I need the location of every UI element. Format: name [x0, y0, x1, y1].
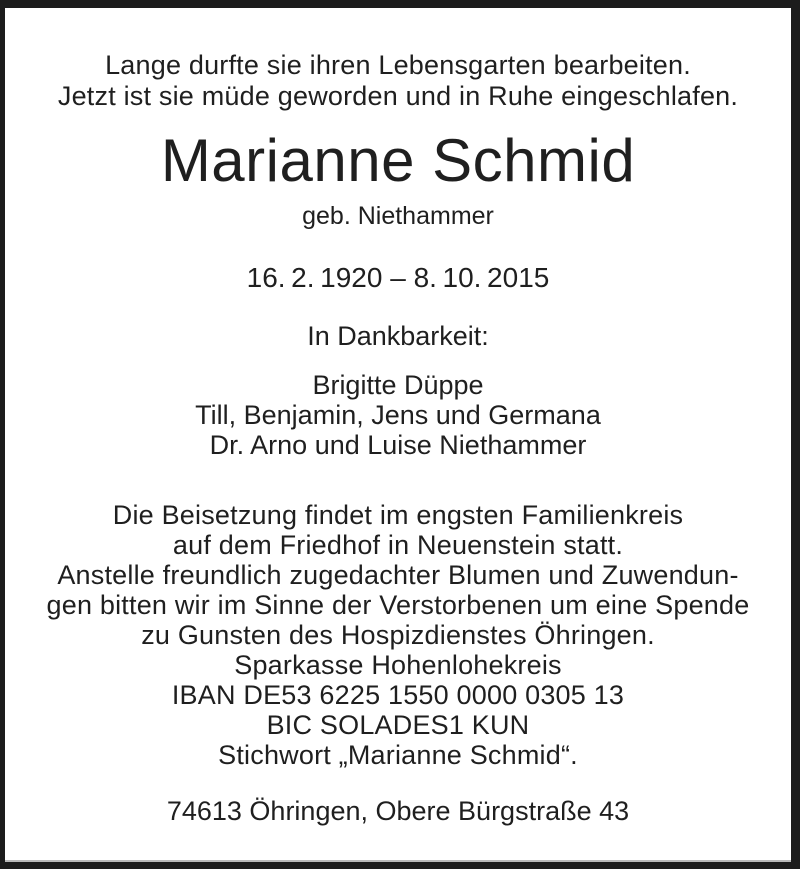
bic-line: BIC SOLADES1 KUN	[266, 710, 530, 740]
bank-name-line: Sparkasse Hohenlohekreis	[234, 650, 562, 680]
funeral-info-line: Anstelle freundlich zugedachter Blumen und Zuwendun-	[57, 560, 739, 590]
funeral-info-line: zu Gunsten des Hospizdienstes Öhringen.	[141, 620, 655, 650]
intro-verse	[5, 8, 791, 112]
mourner-name: Till, Benjamin, Jens und Germana	[195, 400, 601, 430]
intro-line: Lange durfte sie ihren Lebensgarten bearbeiten.	[105, 50, 691, 80]
gratitude-heading: In Dankbarkeit:	[307, 321, 489, 351]
mourner-name: Dr. Arno und Luise Niethammer	[209, 430, 587, 460]
maiden-name: geb. Niethammer	[302, 202, 494, 230]
mourner-name: Brigitte Düppe	[312, 370, 484, 400]
intro-line: Jetzt ist sie müde geworden und in Ruhe eingeschlafen.	[57, 81, 739, 111]
life-dates: 16. 2. 1920 – 8. 10. 2015	[246, 262, 550, 293]
funeral-info-line: auf dem Friedhof in Neuenstein statt.	[172, 530, 624, 560]
obituary-sheet	[5, 8, 791, 862]
deceased-name: Marianne Schmid	[160, 127, 636, 194]
mourners-list	[5, 370, 791, 460]
keyword-line: Stichwort „Marianne Schmid“.	[218, 740, 578, 770]
address-line: 74613 Öhringen, Obere Bürgstraße 43	[166, 796, 630, 826]
funeral-info-line: gen bitten wir im Sinne der Verstorbenen um eine Spende	[46, 590, 750, 620]
iban-line: IBAN DE53 6225 1550 0000 0305 13	[171, 680, 625, 710]
funeral-info-line: Die Beisetzung findet im engsten Familienkreis	[112, 500, 684, 530]
funeral-information	[5, 500, 791, 770]
